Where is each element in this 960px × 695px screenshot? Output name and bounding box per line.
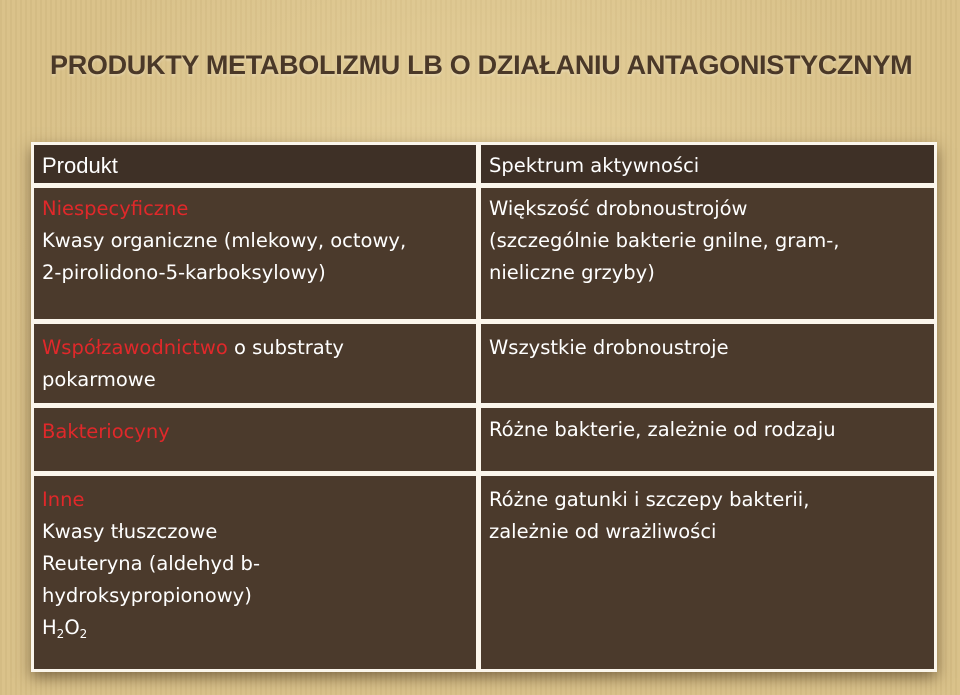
category-label: Współzawodnictwo bbox=[42, 336, 228, 359]
spectrum-cell bbox=[481, 188, 937, 324]
product-line: hydroksypropionowy) bbox=[42, 584, 252, 607]
table-header-row bbox=[31, 142, 937, 188]
table-row bbox=[31, 476, 937, 672]
product-line: 2-pirolidono-5-karboksylowy) bbox=[42, 261, 326, 284]
spectrum-line: (szczególnie bakterie gnilne, gram-, bbox=[489, 229, 840, 252]
spectrum-line: Różne gatunki i szczepy bakterii, bbox=[489, 488, 810, 511]
spectrum-line: nieliczne grzyby) bbox=[489, 261, 655, 284]
chemical-formula bbox=[42, 612, 468, 646]
spectrum-cell bbox=[481, 408, 937, 476]
spectrum-cell bbox=[481, 324, 937, 408]
table-row bbox=[31, 324, 937, 408]
formula-subscript: 2 bbox=[56, 627, 65, 641]
product-line: Kwasy organiczne (mlekowy, octowy, bbox=[42, 229, 407, 252]
product-cell bbox=[31, 188, 481, 324]
category-label: Inne bbox=[42, 488, 85, 511]
table-row bbox=[31, 408, 937, 476]
category-label: Niespecyficzne bbox=[42, 197, 189, 220]
product-cell bbox=[31, 408, 481, 476]
product-text: o substraty bbox=[227, 336, 344, 359]
table-row bbox=[31, 188, 937, 324]
product-cell bbox=[31, 324, 481, 408]
product-line: Kwasy tłuszczowe bbox=[42, 520, 218, 543]
spectrum-line: Większość drobnoustrojów bbox=[489, 197, 748, 220]
spectrum-line: Wszystkie drobnoustroje bbox=[489, 336, 729, 359]
product-line: Reuteryna (aldehyd b- bbox=[42, 552, 260, 575]
header-spectrum: Spektrum aktywności bbox=[481, 142, 937, 188]
product-cell bbox=[31, 476, 481, 672]
slide-title: PRODUKTY METABOLIZMU LB O DZIAŁANIU ANTAGONISTYCZNYM bbox=[50, 50, 913, 80]
formula-subscript: 2 bbox=[79, 627, 88, 641]
spectrum-line: Różne bakterie, zależnie od rodzaju bbox=[489, 418, 836, 441]
formula-element: H bbox=[42, 616, 57, 639]
header-product: Produkt bbox=[31, 142, 481, 188]
formula-element: O bbox=[64, 616, 80, 639]
spectrum-cell bbox=[481, 476, 937, 672]
product-line: pokarmowe bbox=[42, 368, 156, 391]
category-label: Bakteriocyny bbox=[42, 420, 170, 443]
products-table bbox=[31, 142, 937, 672]
spectrum-line: zależnie od wrażliwości bbox=[489, 520, 717, 543]
